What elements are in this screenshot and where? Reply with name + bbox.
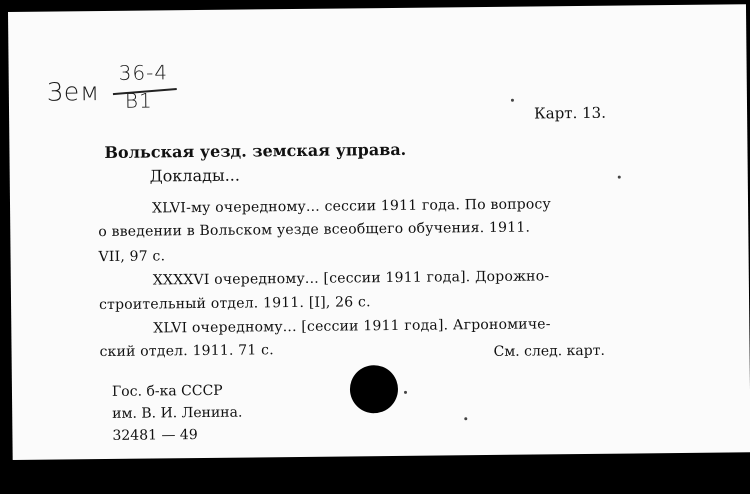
entry-line-2: о введении в Вольском уезде всеобщего обучения. 1911. bbox=[98, 219, 531, 241]
ink-speck bbox=[618, 176, 621, 179]
punch-hole bbox=[350, 365, 399, 414]
entry-line-7: ский отдел. 1911. 71 с. bbox=[99, 342, 274, 361]
entry-line-5: строительный отдел. 1911. [I], 26 с. bbox=[98, 294, 371, 314]
card-subheading: Доклады... bbox=[149, 165, 241, 186]
entry-line-1: XLVI-му очередному... сессии 1911 года. По вопросу bbox=[151, 196, 552, 217]
entry-line-3: VII, 97 с. bbox=[98, 248, 166, 266]
entry-line-6: XLVI очередному... [сессии 1911 года]. Агрономиче- bbox=[153, 316, 551, 337]
entry-line-4: XXXXVI очередному... [сессии 1911 года]. Дорожно- bbox=[152, 268, 550, 289]
shelfmark-denominator: В1 bbox=[124, 88, 153, 113]
shelfmark-prefix: Зем bbox=[46, 77, 101, 107]
card-heading: Вольская уезд. земская управа. bbox=[104, 139, 407, 162]
see-next-card-note: См. след. карт. bbox=[493, 342, 605, 360]
library-stamp bbox=[112, 380, 243, 447]
card-number: Карт. 13. bbox=[533, 103, 607, 123]
catalog-card bbox=[8, 4, 750, 460]
stamp-line-2: им. В. И. Ленина. bbox=[112, 404, 243, 422]
ink-speck bbox=[511, 99, 514, 102]
shelfmark-numerator: 36-4 bbox=[118, 60, 169, 85]
stamp-line-1: Гос. б-ка СССР bbox=[111, 382, 223, 400]
ink-speck bbox=[404, 391, 407, 394]
stamp-line-3: 32481 — 49 bbox=[112, 427, 198, 444]
ink-speck bbox=[464, 417, 467, 420]
